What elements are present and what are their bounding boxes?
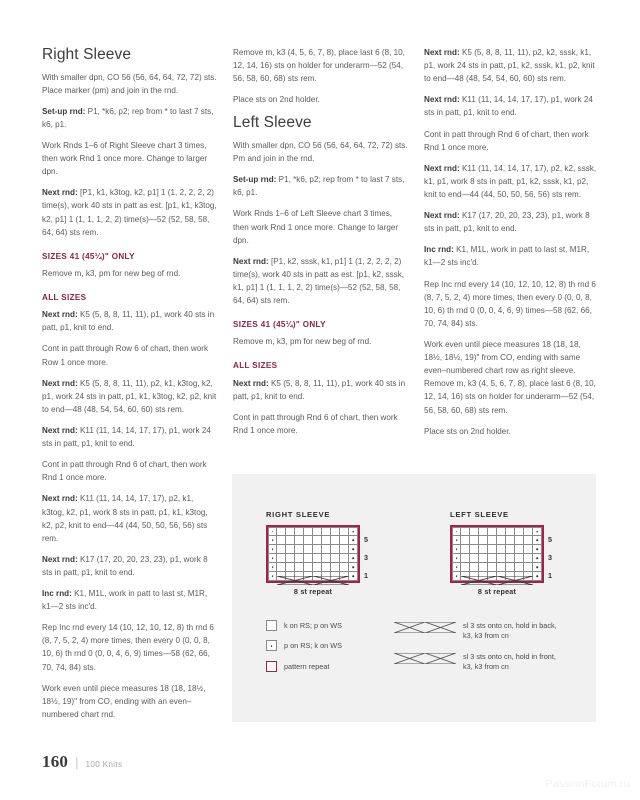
chart-cell-knit [304,572,313,581]
body-paragraph: Next rnd: K17 (17, 20, 20, 23, 23), p1, work 8 sts in patt, p1, knit to end. [42,554,208,577]
instruction-lead-in: Next rnd: [424,163,460,173]
body-paragraph: Next rnd: K5 (5, 8, 8, 11, 11), p2, k1, k3tog, k2, p1, work 24 sts in patt, p1, k1, k3tog, k2, p2, knit to end—48 (48, 54, 54, 60, 60) sts rem. [42,378,217,414]
chart-cell-knit [295,545,304,554]
chart-cell-knit [461,563,470,572]
sleeve-chart [450,510,562,596]
chart-cell-knit [506,536,515,545]
chart-row [268,563,358,572]
chart-row [452,527,542,536]
chart-cell-purl [533,536,542,545]
chart-cell-knit [461,545,470,554]
chart-cell-purl [452,554,461,563]
body-paragraph: Cont in patt through Rnd 6 of chart, then work Rnd 1 once more. [42,460,207,483]
chart-cell-knit [470,563,479,572]
instruction-lead-in: Next rnd: [42,188,78,198]
chart-cell-purl [533,563,542,572]
chart-grid-wrap [450,525,562,583]
chart-row-number: 3 [548,553,552,562]
body-paragraph: Place sts on 2nd holder. [233,95,320,105]
chart-cell-purl [349,527,358,536]
body-paragraph: Next rnd: K5 (5, 8, 8, 11, 11), p1, work 40 sts in patt, p1, knit to end. [42,310,215,333]
instruction-lead-in: Set-up rnd: [233,175,277,185]
chart-cell-knit [340,572,349,581]
body-paragraph: Cont in patt through Rnd 6 of chart, then work Rnd 1 once more. [424,129,589,152]
instruction-lead-in: Set-up rnd: [42,106,86,116]
chart-row-number: 3 [364,553,368,562]
body-paragraph: Set-up rnd: P1, *k6, p2; rep from * to last 7 sts, k6, p1. [233,175,405,198]
body-paragraph: Remove m, k3, pm for new beg of rnd. [233,337,372,347]
chart-cell-knit [461,554,470,563]
chart-cell-knit [488,527,497,536]
chart-cell-knit [515,536,524,545]
body-paragraph: Next rnd: K11 (11, 14, 14, 17, 17), p2, k1, k3tog, k2, p1, work 8 sts in patt, p1, k1, k3tog, k2, p2, knit to end—44 (44, 50, 50, 56, 56) sts rem. [42,494,208,543]
legend-item [266,640,342,651]
chart-row [268,554,358,563]
chart-cell-knit [515,563,524,572]
legend-item [394,620,559,642]
chart-cell-knit [461,536,470,545]
chart-row [268,545,358,554]
chart-row-number: 5 [364,535,368,544]
chart-cell-knit [340,536,349,545]
body-paragraph: Work even until piece measures 18 (18, 18, 18½, 18½, 19)" from CO, ending with same even–numbered chart row as right sleeve. Remove m, k3 (4, 5, 6, 7, 8), place last 6 (8, 10, 12, 14, 16) sts on holder for underarm—52 (54, 56, 58, 60, 68) sts rem. [424,339,596,415]
column-3 [424,46,599,446]
charts-row [266,510,562,596]
legend-label: k on RS; p on WS [284,621,342,630]
chart-cell-knit [331,536,340,545]
instruction-lead-in: Next rnd: [42,554,78,564]
chart-row-number: 1 [548,571,552,580]
chart-cell-purl [349,545,358,554]
chart-cell-knit [497,527,506,536]
chart-cell-knit [286,527,295,536]
chart-cell-knit [515,554,524,563]
chart-row [268,536,358,545]
chart-cell-knit [322,572,331,581]
instruction-lead-in: Next rnd: [424,211,460,221]
chart-cell-knit [524,554,533,563]
chart-cell-knit [295,572,304,581]
section-heading: Right Sleeve [42,46,132,63]
chart-cell-purl [533,554,542,563]
chart-cell-knit [479,563,488,572]
chart-cell-purl [452,545,461,554]
chart-cell-purl [268,545,277,554]
chart-cell-knit [322,563,331,572]
chart-cell-knit [304,554,313,563]
chart-cell-knit [322,527,331,536]
chart-cell-purl [533,545,542,554]
chart-cell-purl [268,527,277,536]
instruction-lead-in: Inc rnd: [42,589,72,599]
chart-cell-knit [286,536,295,545]
sub-heading: SIZES 41 (45¼)" ONLY [233,320,326,330]
legend-swatch-purl [266,640,277,651]
chart-cell-purl [349,554,358,563]
chart-cell-knit [304,545,313,554]
column-2 [233,46,408,445]
chart-cell-knit [286,545,295,554]
chart-cell-knit [524,527,533,536]
chart-panel [232,474,596,722]
chart-title: LEFT SLEEVE [450,510,509,519]
page-number: 160 [42,752,69,771]
chart-cell-knit [277,554,286,563]
body-paragraph: With smaller dpn, CO 56 (56, 64, 64, 72, 72) sts. Pm and join in the rnd. [233,141,408,164]
chart-cell-purl [533,527,542,536]
chart-cell-knit [277,545,286,554]
chart-cell-purl [533,572,542,581]
instruction-lead-in: Next rnd: [424,48,460,57]
chart-cell-knit [479,545,488,554]
body-paragraph: Cont in patt through Rnd 6 of chart, then work Rnd 1 once more. [233,412,398,435]
body-paragraph: Next rnd: [P1, k1, k3tog, k2, p1] 1 (1, 2, 2, 2, 2) time(s), work 40 sts in patt as est. [p1, k1, k3tog, k2, p1] 1 (1, 1, 1, 2, 2) time(s)—52 (52, 58, 58, 64, 64) sts rem. [42,188,217,237]
cable-symbol-icon [394,651,456,669]
chart-legend [266,620,559,672]
chart-cell-knit [479,536,488,545]
chart-cell-knit [286,554,295,563]
body-paragraph: Work even until piece measures 18 (18, 18½, 18½, 19)" from CO, ending with an even–numbered chart rnd. [42,683,206,719]
chart-cell-knit [340,563,349,572]
body-paragraph: Cont in patt through Row 6 of chart, then work Row 1 once more. [42,344,209,367]
chart-cell-knit [470,572,479,581]
chart-cell-knit [470,536,479,545]
legend-symbols [266,620,342,672]
chart-cell-knit [524,545,533,554]
chart-cell-purl [452,563,461,572]
chart-cell-knit [515,527,524,536]
body-paragraph: Next rnd: K17 (17, 20, 20, 23, 23), p1, work 8 sts in patt, p1, knit to end. [424,211,590,234]
chart-cell-knit [286,572,295,581]
chart-cell-knit [286,563,295,572]
footer-divider: | [75,755,79,770]
chart-cell-knit [506,554,515,563]
chart-cell-knit [497,536,506,545]
chart-cell-knit [497,572,506,581]
chart-cell-knit [313,536,322,545]
sub-heading: ALL SIZES [233,361,278,371]
chart-repeat-label: 8 st repeat [293,587,333,596]
chart-cell-knit [488,563,497,572]
chart-cell-knit [524,563,533,572]
chart-cell-knit [488,536,497,545]
instruction-lead-in: Next rnd: [233,378,269,388]
legend-label: sl 3 sts onto cn, hold in front, k3, k3 from cn [463,651,556,672]
cable-symbol-icon [394,620,456,638]
body-paragraph: With smaller dpn, CO 56 (56, 64, 64, 72, 72) sts. Place marker (pm) and join in the rnd. [42,72,217,95]
instruction-lead-in: Next rnd: [42,378,78,388]
legend-item [394,651,559,673]
chart-cell-knit [515,572,524,581]
chart-cell-knit [304,563,313,572]
chart-cell-knit [488,545,497,554]
body-paragraph: Work Rnds 1–6 of Left Sleeve chart 3 times, then work Rnd 1 once more. Change to larger dpn. [233,209,399,245]
chart-cell-knit [497,554,506,563]
chart-cell-knit [479,527,488,536]
chart-cell-knit [524,572,533,581]
chart-cell-knit [340,554,349,563]
body-paragraph: Next rnd: K11 (11, 14, 14, 17, 17), p2, k2, sssk, k1, p1, work 8 sts in patt, p1, k2, sssk, k1, p2, knit to end—44 (44, 50, 50, 56, 56) sts rem. [424,163,597,199]
chart-cell-knit [340,545,349,554]
chart-cell-knit [515,545,524,554]
instruction-lead-in: Next rnd: [42,425,78,435]
chart-cell-purl [452,572,461,581]
body-paragraph: Next rnd: K11 (11, 14, 14, 17, 17), p1, work 24 sts in patt, p1, knit to end. [424,95,593,118]
chart-cell-purl [349,572,358,581]
chart-cell-purl [349,563,358,572]
body-paragraph: Rep Inc rnd every 14 (10, 12, 10, 12, 8) th rnd 6 (8, 7, 5, 2, 4) more times, then every 0 (0, 0, 8, 10, 6) th rnd 0 (0, 0, 4, 6, 9) times—58 (62, 66, 70, 74, 84) sts. [424,279,596,328]
chart-cell-knit [277,563,286,572]
chart-cell-purl [268,572,277,581]
legend-label: sl 3 sts onto cn, hold in back, k3, k3 from cn [463,621,557,641]
chart-grid [450,525,544,583]
chart-cell-knit [331,563,340,572]
chart-cell-knit [322,545,331,554]
chart-row-number: 5 [548,535,552,544]
body-paragraph: Next rnd: K5 (5, 8, 8, 11, 11), p1, work 40 sts in patt, p1, knit to end. [233,378,406,401]
instruction-lead-in: Inc rnd: [424,245,454,255]
chart-cell-knit [461,572,470,581]
body-paragraph: Work Rnds 1–6 of Right Sleeve chart 3 times, then work Rnd 1 once more. Change to larger dpn. [42,141,208,177]
chart-row [268,527,358,536]
chart-cell-knit [304,536,313,545]
body-paragraph: Set-up rnd: P1, *k6, p2; rep from * to last 7 sts, k6, p1. [42,106,214,129]
body-paragraph: Next rnd: K5 (5, 8, 8, 11, 11), p2, k2, sssk, k1, p1, work 24 sts in patt, p1, k2, sssk, k1, p2, knit to end—48 (48, 54, 54, 60, 60) sts rem. [424,48,595,84]
body-paragraph: Inc rnd: K1, M1L, work in patt to last st, M1R, k1—2 sts inc'd. [42,589,208,612]
chart-cell-knit [497,563,506,572]
instruction-lead-in: Next rnd: [42,310,78,320]
watermark: PassionForum.ru [545,778,630,790]
chart-cell-purl [268,536,277,545]
chart-row [452,536,542,545]
chart-cell-knit [295,527,304,536]
chart-cell-knit [488,554,497,563]
chart-cell-knit [331,527,340,536]
chart-cell-knit [331,572,340,581]
legend-swatch-repeat [266,661,277,672]
chart-cell-knit [479,572,488,581]
body-paragraph: Next rnd: K11 (11, 14, 14, 17, 17), p1, work 24 sts in patt, p1, knit to end. [42,425,211,449]
sleeve-chart [266,510,378,596]
chart-repeat-label: 8 st repeat [477,587,517,596]
chart-cell-knit [470,554,479,563]
legend-label: pattern repeat [284,661,330,671]
chart-cell-knit [470,545,479,554]
chart-cell-knit [304,527,313,536]
chart-cell-purl [268,563,277,572]
chart-cell-purl [268,554,277,563]
chart-cell-knit [470,527,479,536]
chart-row [452,563,542,572]
chart-cell-knit [277,572,286,581]
chart-cell-knit [295,554,304,563]
chart-cell-knit [506,572,515,581]
chart-cell-knit [331,545,340,554]
book-title: 100 Knits [85,760,123,769]
body-paragraph: Rep Inc rnd every 14 (10, 12, 10, 12, 8) th rnd 6 (8, 7, 5, 2, 4) more times, then every 0 (0, 0, 8, 10, 6) th rnd 0 (0, 0, 4, 6, 9) times—58 (62, 66, 70, 74, 84) sts. [42,623,214,672]
chart-cell-knit [488,572,497,581]
chart-cell-purl [452,527,461,536]
chart-cell-knit [313,563,322,572]
chart-cell-knit [506,527,515,536]
chart-row [452,545,542,554]
body-paragraph: Remove m, k3, pm for new beg of rnd. [42,268,181,278]
chart-row [452,554,542,563]
legend-item [266,661,342,672]
chart-cell-knit [322,536,331,545]
body-paragraph: Next rnd: [P1, k2, sssk, k1, p1] 1 (1, 2, 2, 2, 2) time(s), work 40 sts in patt as est. [p1, k2, sssk, k1, p1] 1 (1, 1, 1, 2, 2) time(s)—52 (52, 58, 58, 64, 64) sts rem. [233,256,405,306]
chart-cell-knit [277,527,286,536]
chart-title: RIGHT SLEEVE [266,510,331,519]
legend-label: p on RS; k on WS [284,641,342,651]
column-1 [42,46,217,729]
body-paragraph: Place sts on 2nd holder. [424,426,511,436]
chart-cell-knit [461,527,470,536]
legend-item [266,620,342,631]
legend-cables [394,620,559,672]
page-footer [42,752,122,772]
legend-swatch-knit [266,620,277,631]
chart-row-numbers [548,525,562,579]
chart-cell-purl [349,536,358,545]
chart-cell-knit [506,545,515,554]
instruction-lead-in: Next rnd: [424,95,460,105]
chart-cell-knit [313,527,322,536]
chart-cell-purl [452,536,461,545]
sub-heading: ALL SIZES [42,293,87,303]
chart-cell-knit [479,554,488,563]
chart-row [452,572,542,581]
instruction-lead-in: Next rnd: [42,494,78,504]
chart-cell-knit [340,527,349,536]
chart-cell-knit [506,563,515,572]
sub-heading: SIZES 41 (45¼)" ONLY [42,251,135,261]
chart-cell-knit [295,563,304,572]
body-paragraph: Inc rnd: K1, M1L, work in patt to last st, M1R, k1—2 sts inc'd. [424,245,590,268]
section-heading: Left Sleeve [233,114,312,132]
chart-cell-knit [295,536,304,545]
chart-row-number: 1 [364,571,368,580]
chart-grid [266,525,360,583]
chart-cell-knit [497,545,506,554]
body-paragraph: Remove m, k3 (4, 5, 6, 7, 8), place last 6 (8, 10, 12, 14, 16) sts on holder for underarm—52 (54, 56, 58, 60, 68) sts rem. [233,48,405,84]
chart-row [268,572,358,581]
chart-cell-knit [322,554,331,563]
chart-grid-wrap [266,525,378,583]
chart-cell-knit [313,554,322,563]
chart-cell-knit [313,545,322,554]
chart-cell-knit [277,536,286,545]
chart-cell-knit [524,536,533,545]
instruction-lead-in: Next rnd: [233,256,269,266]
chart-cell-knit [331,554,340,563]
chart-row-numbers [364,525,378,579]
chart-cell-knit [313,572,322,581]
